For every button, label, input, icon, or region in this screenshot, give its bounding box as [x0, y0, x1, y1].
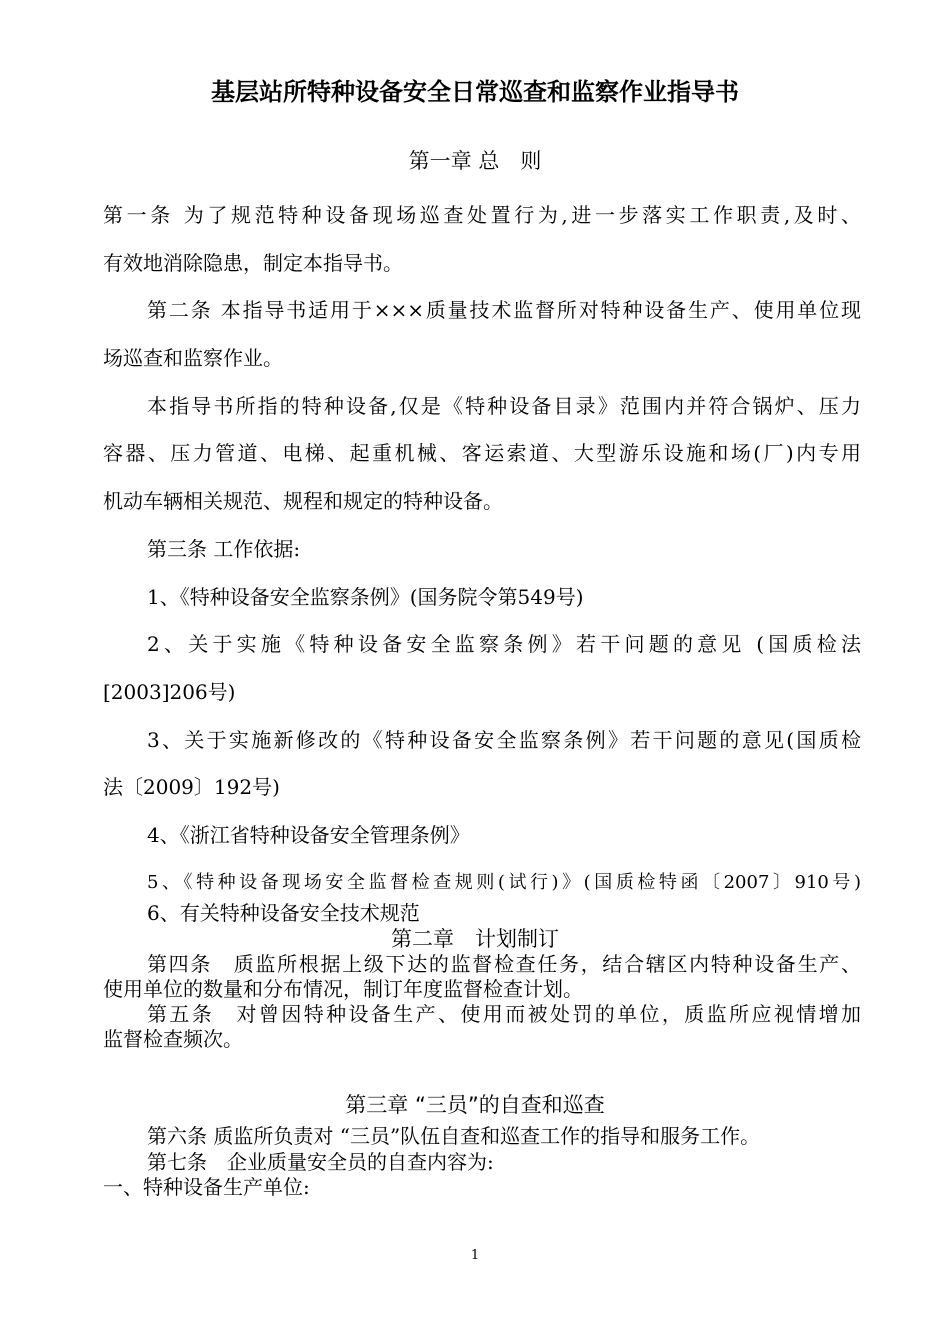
basis-item-2-line-2: [2003]206号): [103, 680, 236, 704]
chapter-3-heading: 第三章 “三员”的自查和巡查: [345, 1093, 605, 1117]
article-3-heading: 第三条 工作依据:: [147, 537, 301, 561]
basis-item-5: 5、《特种设备现场安全监督检查规则(试行)》(国质检特函〔2007〕910号): [147, 872, 861, 893]
page-number: 1: [470, 1248, 480, 1263]
article-5-line-1: 第五条 对曾因特种设备生产、使用而被处罚的单位，质监所应视情增加: [147, 1002, 861, 1026]
basis-item-3-line-1: 3、关于实施新修改的《特种设备安全监察条例》若干问题的意见(国质检: [147, 728, 861, 752]
scope-line-3: 机动车辆相关规范、规程和规定的特种设备。: [103, 489, 503, 513]
article-6: 第六条 质监所负责对 “三员”队伍自查和巡查工作的指导和服务工作。: [147, 1124, 761, 1148]
article-4-line-1: 第四条 质监所根据上级下达的监督检查任务，结合辖区内特种设备生产、: [147, 952, 861, 976]
scope-line-2: 容器、压力管道、电梯、起重机械、客运索道、大型游乐设施和场(厂)内专用: [103, 441, 861, 465]
basis-item-4: 4、《浙江省特种设备安全管理条例》: [147, 823, 470, 847]
article-1-line-1: 第一条 为了规范特种设备现场巡查处置行为,进一步落实工作职责,及时、: [103, 203, 861, 227]
basis-item-6: 6、有关特种设备安全技术规范: [147, 901, 420, 925]
article-7: 第七条 企业质量安全员的自查内容为:: [147, 1150, 494, 1174]
article-2-line-2: 场巡查和监察作业。: [103, 346, 283, 370]
basis-item-1: 1、《特种设备安全监察条例》(国务院令第549号): [147, 585, 584, 609]
article-2-line-1: 第二条 本指导书适用于×××质量技术监督所对特种设备生产、使用单位现: [147, 298, 861, 322]
article-4-line-2: 使用单位的数量和分布情况，制订年度监督检查计划。: [103, 977, 583, 1001]
article-1-line-2: 有效地消除隐患，制定本指导书。: [103, 251, 403, 275]
basis-item-2-line-1: 2、关于实施《特种设备安全监察条例》若干问题的意见 (国质检法: [147, 632, 861, 656]
article-5-line-2: 监督检查频次。: [103, 1027, 243, 1051]
chapter-2-heading: 第二章 计划制订: [391, 927, 559, 951]
article-7-item-1: 一、特种设备生产单位:: [103, 1175, 310, 1199]
chapter-1-heading: 第一章 总 则: [408, 149, 542, 173]
scope-line-1: 本指导书所指的特种设备,仅是《特种设备目录》范围内并符合锅炉、压力: [147, 394, 861, 418]
basis-item-3-line-2: 法〔2009〕192号): [103, 775, 280, 799]
document-title: 基层站所特种设备安全日常巡查和监察作业指导书: [211, 78, 739, 106]
